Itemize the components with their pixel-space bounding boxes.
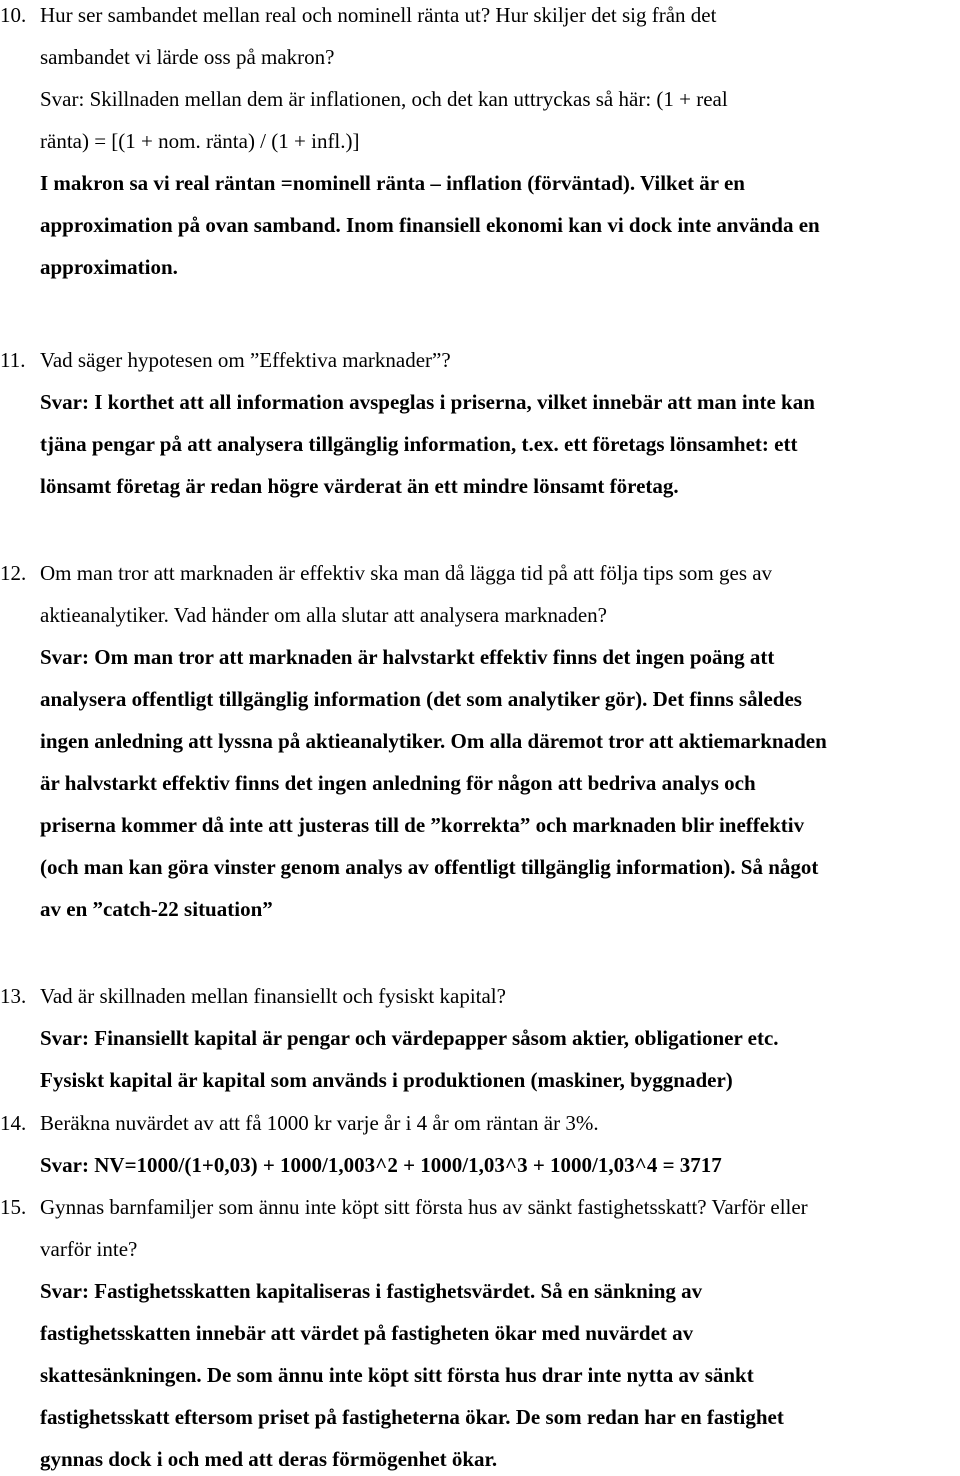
answer-text: av en ”catch-22 situation”	[40, 897, 273, 921]
question-text: Vad är skillnaden mellan finansiellt och fysiskt kapital?	[40, 984, 506, 1008]
answer-text: ingen anledning att lyssna på aktieanalytiker. Om alla däremot tror att aktiemarknaden	[40, 729, 827, 753]
question-number: 11.	[0, 348, 26, 372]
answer-text: Svar: NV=1000/(1+0,03) + 1000/1,003^2 + 1000/1,03^3 + 1000/1,03^4 = 3717	[40, 1153, 722, 1177]
answer-text: fastighetsskatten innebär att värdet på fastigheten ökar med nuvärdet av	[40, 1321, 694, 1345]
answer-text: är halvstarkt effektiv finns det ingen anledning för någon att bedriva analys och	[40, 771, 756, 795]
question-text: Beräkna nuvärdet av att få 1000 kr varje år i 4 år om räntan är 3%.	[40, 1111, 599, 1135]
answer-text: Svar: Om man tror att marknaden är halvstarkt effektiv finns det ingen poäng att	[40, 645, 775, 669]
answer-text: analysera offentligt tillgänglig information (det som analytiker gör). Det finns således	[40, 687, 802, 711]
answer-text: Svar: Finansiellt kapital är pengar och värdepapper såsom aktier, obligationer etc.	[40, 1026, 779, 1050]
question-text: sambandet vi lärde oss på makron?	[40, 45, 335, 69]
answer-text: Svar: Fastighetsskatten kapitaliseras i fastighetsvärdet. Så en sänkning av	[40, 1279, 703, 1303]
answer-text: lönsamt företag är redan högre värderat än ett mindre lönsamt företag.	[40, 474, 679, 498]
question-text: Gynnas barnfamiljer som ännu inte köpt sitt första hus av sänkt fastighetsskatt? Varför eller	[40, 1195, 808, 1219]
answer-text: approximation på ovan samband. Inom finansiell ekonomi kan vi dock inte använda en	[40, 213, 820, 237]
question-text: aktieanalytiker. Vad händer om alla slutar att analysera marknaden?	[40, 603, 607, 627]
answer-text: I makron sa vi real räntan =nominell ränta – inflation (förväntad). Vilket är en	[40, 171, 745, 195]
question-number: 12.	[0, 561, 27, 585]
question-number: 10.	[0, 3, 27, 27]
question-text: Om man tror att marknaden är effektiv ska man då lägga tid på att följa tips som ges av	[40, 561, 773, 585]
question-number: 14.	[0, 1111, 27, 1135]
answer-text: tjäna pengar på att analysera tillgänglig information, t.ex. ett företags lönsamhet: ett	[40, 432, 798, 456]
answer-text: priserna kommer då inte att justeras till de ”korrekta” och marknaden blir ineffektiv	[40, 813, 805, 837]
question-text: varför inte?	[40, 1237, 138, 1261]
answer-text: ränta) = [(1 + nom. ränta) / (1 + infl.)]	[40, 129, 360, 153]
answer-text: gynnas dock i och med att deras förmögenhet ökar.	[40, 1447, 498, 1471]
answer-text: (och man kan göra vinster genom analys av offentligt tillgänglig information). Så något	[40, 855, 819, 879]
question-text: Vad säger hypotesen om ”Effektiva marknader”?	[40, 348, 451, 372]
question-text: Hur ser sambandet mellan real och nominell ränta ut? Hur skiljer det sig från det	[40, 3, 717, 27]
question-number: 13.	[0, 984, 27, 1008]
answer-text: Fysiskt kapital är kapital som används i produktionen (maskiner, byggnader)	[40, 1068, 733, 1092]
answer-text: fastighetsskatt eftersom priset på fastigheterna ökar. De som redan har en fastighet	[40, 1405, 784, 1429]
question-number: 15.	[0, 1195, 27, 1219]
answer-text: Svar: Skillnaden mellan dem är inflationen, och det kan uttryckas så här: (1 + real	[40, 87, 728, 111]
answer-text: approximation.	[40, 255, 178, 279]
answer-text: skattesänkningen. De som ännu inte köpt sitt första hus drar inte nytta av sänkt	[40, 1363, 754, 1387]
answer-text: Svar: I korthet att all information avspeglas i priserna, vilket innebär att man inte kan	[40, 390, 815, 414]
